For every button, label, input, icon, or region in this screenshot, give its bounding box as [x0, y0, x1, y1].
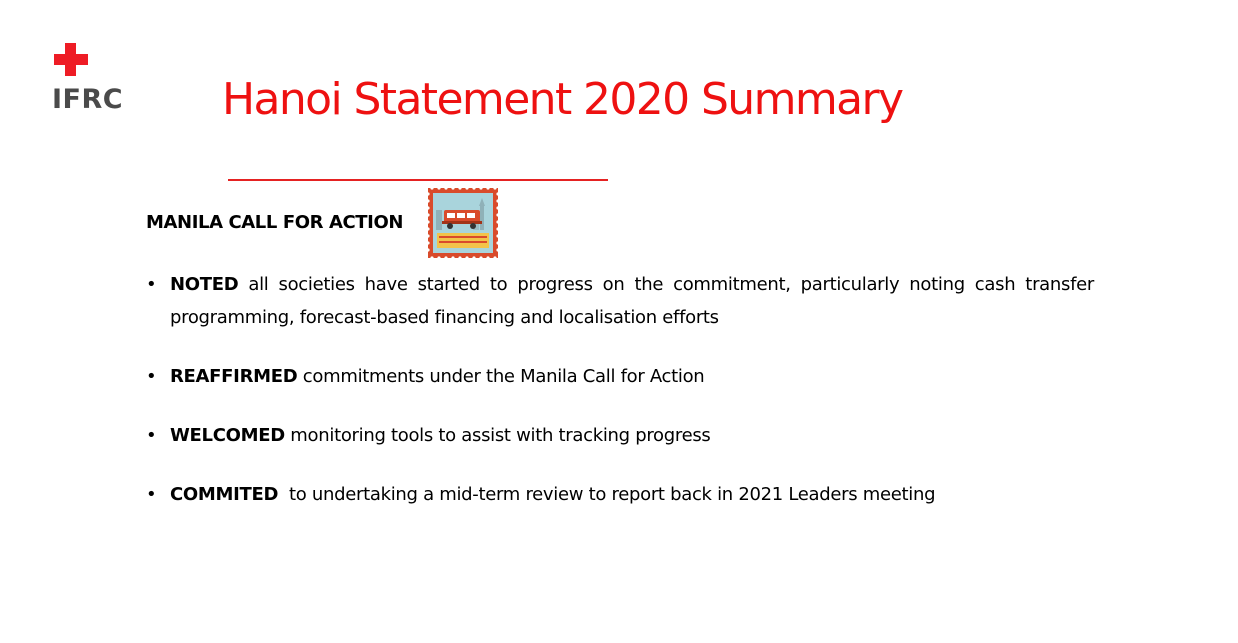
bullet-list [146, 268, 1094, 537]
bullet-text: to undertaking a mid-term review to report back in 2021 Leaders meeting [278, 484, 936, 505]
bullet-dot: • [146, 425, 157, 446]
bullet-dot: • [146, 366, 157, 387]
bullet-keyword: WELCOMED [170, 425, 285, 446]
bullet-text: commitments under the Manila Call for Action [297, 366, 705, 387]
bullet-dot: • [146, 484, 157, 505]
red-cross-crescent-icon [52, 40, 134, 80]
bullet-dot: • [146, 274, 157, 295]
bullet-text: all societies have started to progress on the commitment, particularly noting cash transfer programming, forecast-based financing and localisation efforts [170, 274, 1094, 328]
bullet-keyword: NOTED [170, 274, 239, 295]
list-item [146, 478, 1094, 511]
list-item [146, 419, 1094, 452]
list-item [146, 360, 1094, 393]
slide-title: Hanoi Statement 2020 Summary [222, 74, 903, 125]
logo-text: IFRC [52, 84, 124, 115]
title-underline [228, 179, 608, 181]
list-item [146, 268, 1094, 334]
bullet-keyword: COMMITED [170, 484, 279, 505]
bullet-keyword: REAFFIRMED [170, 366, 298, 387]
conference-stamp-icon [428, 188, 498, 258]
bullet-text: monitoring tools to assist with tracking progress [284, 425, 711, 446]
section-heading: MANILA CALL FOR ACTION [146, 212, 404, 233]
ifrc-logo [52, 40, 134, 118]
